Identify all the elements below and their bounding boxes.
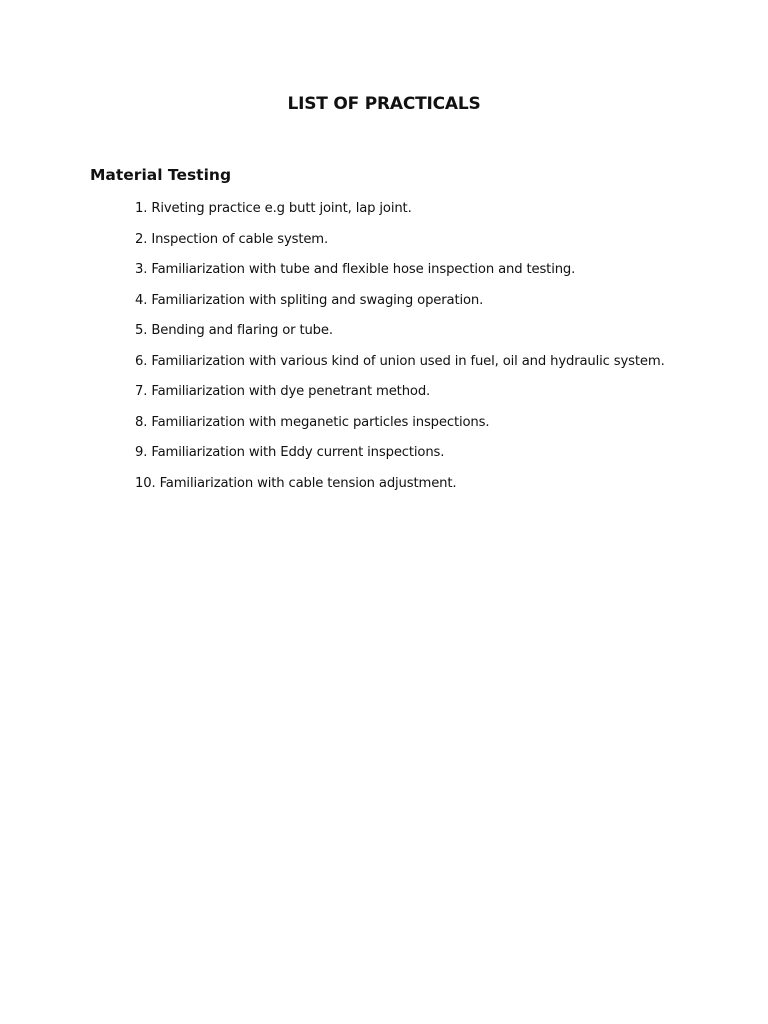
list-item-text: Familiarization with Eddy current inspections. [151,445,445,460]
list-item [135,259,677,280]
list-item [135,381,677,402]
list-item [135,290,677,311]
list-item-text: Inspection of cable system. [151,231,329,247]
list-item-number: 2. [135,231,148,247]
list-item-number: 6. [135,353,148,369]
list-item-text: Familiarization with tube and flexible hose inspection and testing. [151,262,576,277]
list-item-text: Familiarization with spliting and swaging operation. [151,292,484,308]
list-item-text: Bending and flaring or tube. [151,323,333,338]
list-item [135,229,677,250]
list-item-text: Familiarization with various kind of union used in fuel, oil and hydraulic system. [151,353,665,369]
list-item-text: Familiarization with meganetic particles inspections. [151,414,490,430]
page-title: LIST OF PRACTICALS [287,94,481,114]
list-item-text: Familiarization with cable tension adjustment. [159,475,457,491]
list-item [135,351,677,372]
list-item-number: 7. [135,384,148,399]
list-item-number: 4. [135,292,148,308]
list-item-text: Riveting practice e.g butt joint, lap joint. [151,201,412,216]
list-item [135,473,677,494]
list-item-number: 10. [135,475,156,491]
list-item-number: 8. [135,414,148,430]
list-item [135,320,677,341]
list-item [135,412,677,433]
list-item-number: 1. [135,201,148,216]
list-item-number: 5. [135,323,148,338]
list-item-number: 3. [135,262,148,277]
list-item [135,442,677,463]
list-item [135,198,677,219]
list-item-number: 9. [135,445,148,460]
practicals-list [135,198,677,503]
section-heading: Material Testing [90,166,232,184]
list-item-text: Familiarization with dye penetrant method. [151,384,431,399]
